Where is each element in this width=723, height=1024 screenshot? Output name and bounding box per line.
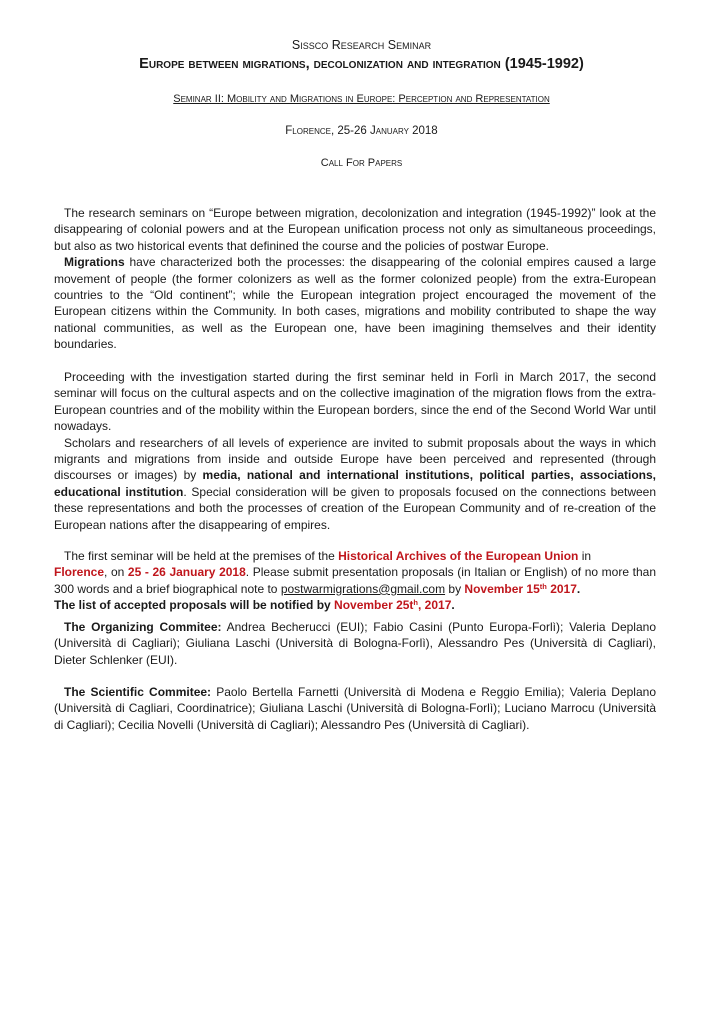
intro-section bbox=[54, 205, 656, 353]
venue-text-3: , on bbox=[104, 565, 128, 580]
main-title-text: Europe between migrations, decolonization and integration bbox=[139, 56, 501, 72]
proceeding-paragraph: Proceeding with the investigation started during the first seminar held in Forlì in March 2017, the second seminar will focus on the cultural aspects and on the collective imagination of the migration flows from the extra-European countries and of the mobility within the European borders, since the end of the Second World War until nowadays. bbox=[54, 370, 656, 434]
venue-text-1: The first seminar will be held at the premises of the bbox=[64, 549, 339, 563]
deadline-suffix: th bbox=[539, 581, 547, 591]
scientific-paragraph bbox=[54, 684, 656, 733]
venue-city: Florence bbox=[54, 565, 105, 580]
scholars-paragraph bbox=[54, 435, 656, 533]
organizing-paragraph bbox=[54, 619, 656, 668]
seminar-series-title: Sissco Research Seminar bbox=[291, 38, 432, 52]
deadline-year: 2017 bbox=[546, 581, 577, 596]
submission-deadline bbox=[464, 582, 577, 596]
seminar-dates: 25 - 26 January 2018 bbox=[127, 565, 246, 580]
scientific-label: The Scientific Commitee: bbox=[64, 685, 212, 699]
intro-paragraph: The research seminars on “Europe between migration, decolonization and integration (1945-1992)” look at the disappearing of colonial powers and at the European unification process not only as simultaneous proceedings, but also as two historical events that definined the course and the policies of postwar Europe. bbox=[54, 206, 656, 253]
organizing-label: The Organizing Commitee: bbox=[64, 620, 222, 634]
migrations-text: have characterized both the processes: the disappearing of the colonial empires caused a large movement of people (the former colonizers as well as the former colonized people) from the extra-European countries to the “Old continent”; while the European integration project encouraged the movement of the European citizens within the Community. In both cases, migrations and mobility contributed to shape the way national communities, as well as the European one, have been imagining themselves and their identity boundaries. bbox=[54, 255, 656, 352]
venue-paragraph bbox=[54, 548, 656, 614]
call-for-papers-heading: Call For Papers bbox=[320, 157, 403, 169]
contact-email-link[interactable]: postwarmigrations@gmail.com bbox=[280, 581, 446, 596]
venue-text-4: . Please submit presentation proposals (in Italian or English) of no more than 300 words and a brief biographical note to bbox=[54, 565, 656, 596]
notify-suffix: h bbox=[413, 598, 419, 608]
proceeding-section bbox=[54, 369, 656, 533]
notify-day: November 25t bbox=[334, 598, 414, 613]
scholars-bold: media, national and international institutions, political parties, associations, educational institution bbox=[54, 468, 656, 499]
venue-text-2: in bbox=[578, 549, 592, 563]
venue-text-6: . bbox=[576, 581, 581, 596]
notification-date bbox=[334, 598, 451, 612]
scientific-committee bbox=[54, 684, 656, 733]
location-date: Florence, 25-26 January 2018 bbox=[285, 125, 438, 137]
migrations-bold: Migrations bbox=[64, 255, 125, 270]
archive-name: Historical Archives of the European Union bbox=[338, 549, 579, 563]
main-title-years: (1945-1992) bbox=[504, 56, 584, 72]
migrations-paragraph bbox=[54, 254, 656, 352]
scholars-text-start: Scholars and researchers of all levels of experience are invited to submit proposals about the ways in which migrants and migrations from inside and outside Europe have been perceived and represented (through discourses or images) by bbox=[54, 435, 656, 483]
organizing-committee bbox=[54, 619, 656, 668]
venue-section bbox=[54, 548, 656, 614]
deadline-day: November 15 bbox=[464, 581, 540, 596]
organizing-members: Andrea Becherucci (EUI); Fabio Casini (Punto Europa-Forlì); Valeria Deplano (Università di Cagliari); Giuliana Laschi (Università di Bologna-Forlì), Alessandro Pes (Università di Cagliari), Dieter Schlenker (EUI). bbox=[54, 620, 656, 667]
scholars-text-end: . Special consideration will be given to proposals focused on the connections between these representations and both the processes of creation of the European Community and of re-creation of the European nations after the disappearing of empires. bbox=[54, 484, 657, 532]
scientific-members: Paolo Bertella Farnetti (Università di Modena e Reggio Emilia); Valeria Deplano (Università di Cagliari, Coordinatrice); Giuliana Laschi (Università di Bologna-Forlì); Luciano Marrocu (Università di Cagliari); Cecilia Novelli (Università di Cagliari); Alessandro Pes (Università di Cagliari). bbox=[54, 685, 656, 732]
notification-text: The list of accepted proposals will be notified by bbox=[54, 598, 335, 613]
seminar-subtitle: Seminar II: Mobility and Migrations in Europe: Perception and Representation bbox=[173, 93, 550, 105]
venue-text-7: . bbox=[451, 598, 455, 613]
seminar-main-title bbox=[0, 56, 723, 72]
notify-year: , 2017 bbox=[418, 598, 452, 613]
venue-text-5: by bbox=[445, 581, 465, 596]
